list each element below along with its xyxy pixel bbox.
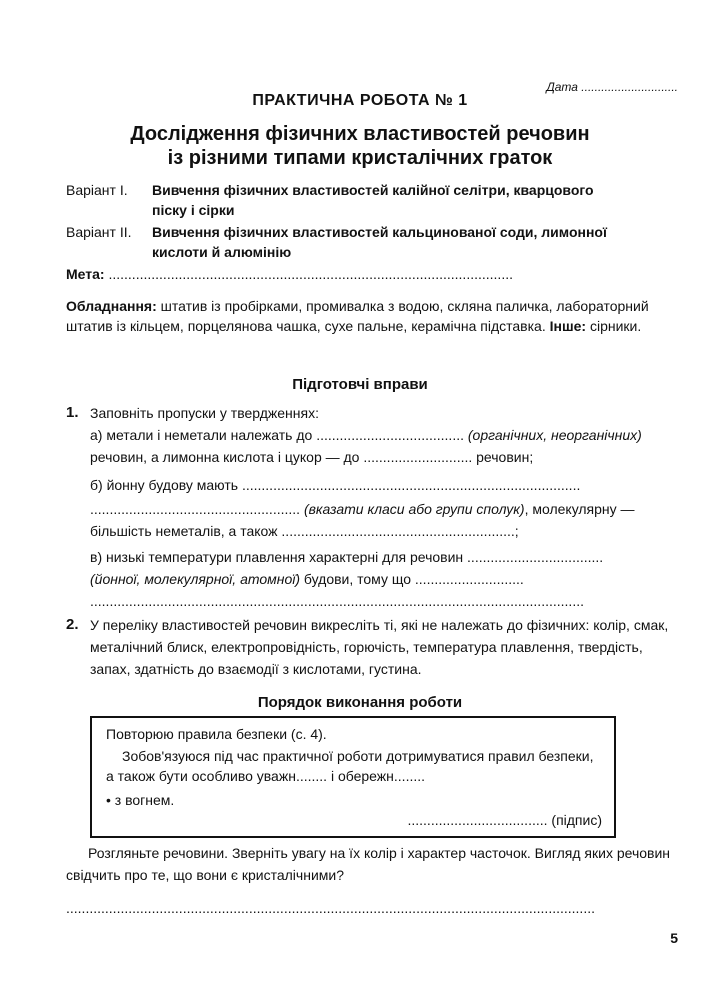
goal-blank[interactable]: ........................................................................................................ xyxy=(108,266,513,282)
date-field[interactable]: Дата ............................. xyxy=(546,80,678,94)
work-number-title: ПРАКТИЧНА РОБОТА № 1 xyxy=(252,92,468,109)
question-1-a[interactable] xyxy=(90,424,678,468)
question-1-intro: Заповніть пропуски у твердженнях: xyxy=(90,405,319,421)
question-2-number: 2. xyxy=(66,616,79,633)
question-1-number: 1. xyxy=(66,404,79,421)
variant-1-number: Варіант I. xyxy=(66,182,128,198)
variant-1 xyxy=(66,180,678,220)
variant-2-line-2: кислоти й алюмінію xyxy=(152,244,292,260)
variant-2-number: Варіант II. xyxy=(66,224,132,240)
q1c-hint: (йонної, молекулярної, атомної) xyxy=(90,571,301,587)
other-text: сірники. xyxy=(589,318,642,334)
safety-line-1: Повторюю правила безпеки (с. 4). xyxy=(106,726,327,742)
q1b-hint: (вказати класи або групи сполук) xyxy=(303,501,525,517)
q1a-hint: (органічних, неорганічних) xyxy=(467,427,642,443)
q1c-text-1: в) низькі температури плавлення характерні для речовин ................................... xyxy=(90,549,604,565)
question-2-text[interactable]: У переліку властивостей речовин викресліть ті, які не належать до фізичних: колір, смак, металічний блиск, електропровідність, горючість, температура плавлення, твердість, запах, здатність до взаємодії з кислотами, густина. xyxy=(90,617,669,677)
q1c-text-3: ............................................................................................................................... xyxy=(90,593,584,609)
variant-2 xyxy=(66,222,678,262)
variant-1-line-1: Вивчення фізичних властивостей калійної селітри, кварцового xyxy=(152,182,594,198)
question-1-b-cont[interactable] xyxy=(90,498,678,542)
equipment-label: Обладнання: xyxy=(66,298,157,314)
equipment-text: штатив із пробірками, промивалка з водою, скляна паличка, лабораторний штатив із кільцем, порцелянова чашка, сухе пальне, керамічна підставка. xyxy=(66,298,649,334)
answer-blank[interactable]: ........................................................................................................................................ xyxy=(66,900,595,916)
safety-line-3: • з вогнем. xyxy=(106,792,175,808)
work-topic-title xyxy=(0,122,720,170)
signature-field[interactable]: .................................... (підпис) xyxy=(407,812,602,828)
q1b-text-3: , молекулярну — більшість неметалів, а також ............................................................; xyxy=(90,501,635,539)
page-number: 5 xyxy=(670,930,678,946)
question-1-b[interactable] xyxy=(90,474,678,496)
variant-2-text xyxy=(152,222,672,262)
goal-label: Мета: xyxy=(66,266,105,282)
safety-line-2: Зобов'язуюся під час практичної роботи дотримуватися правил безпеки, а також бути особливо уважн........ і обережн........ xyxy=(106,748,594,784)
variant-1-line-2: піску і сірки xyxy=(152,202,235,218)
closing-question: Розгляньте речовини. Зверніть увагу на їх колір і характер часточок. Вигляд яких речовин свідчить про те, що вони є кристалічними? xyxy=(66,845,671,883)
safety-pledge-box xyxy=(90,716,616,838)
work-topic-line-1: Дослідження фізичних властивостей речовин xyxy=(130,123,590,145)
q1a-text-1: а) метали і неметали належать до ...................................... xyxy=(90,427,468,443)
variant-2-line-1: Вивчення фізичних властивостей кальцинованої соди, лимонної xyxy=(152,224,607,240)
q1a-text-2: речовин, а лимонна кислота і цукор — до ............................ речовин; xyxy=(90,449,534,465)
prep-heading: Підготовчі вправи xyxy=(292,376,428,393)
other-label: Інше: xyxy=(549,318,587,334)
procedure-heading: Порядок виконання роботи xyxy=(257,694,463,711)
variant-1-text xyxy=(152,180,672,220)
q1b-text-1: б) йонну будову мають ....................................................................................... xyxy=(90,477,581,493)
goal-line[interactable] xyxy=(66,266,678,282)
q1b-text-2: ...................................................... xyxy=(90,501,304,517)
equipment-paragraph xyxy=(66,296,678,336)
question-1-c[interactable] xyxy=(90,546,678,612)
work-topic-line-2: із різними типами кристалічних граток xyxy=(167,147,553,169)
q1c-text-2: будови, тому що ............................ xyxy=(300,571,524,587)
